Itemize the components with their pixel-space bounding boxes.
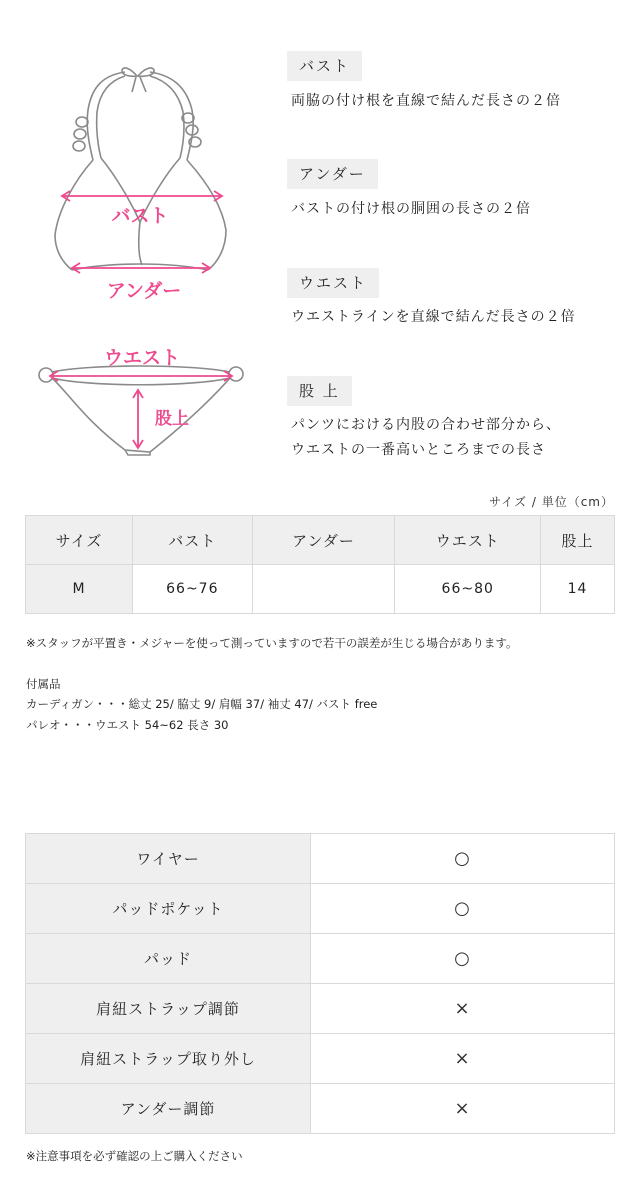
unit-note: サイズ / 単位（cm）: [489, 495, 614, 509]
measure-desc-under: バストの付け根の胴囲の長さの２倍: [291, 201, 531, 217]
feature-mark: ○: [311, 934, 615, 984]
bust-label: バスト: [111, 205, 169, 227]
feature-name: ワイヤー: [26, 834, 311, 884]
table-row: [26, 565, 615, 614]
size-cell: 66~76: [133, 565, 252, 614]
size-header-cell: バスト: [133, 516, 252, 565]
feature-mark: ×: [311, 1034, 615, 1084]
accessory-line-pareo: パレオ・・・ウエスト 54~62 長さ 30: [26, 718, 229, 732]
footer-note: ※注意事項を必ず確認の上ご購入ください: [26, 1149, 243, 1163]
size-cell: 14: [541, 565, 615, 614]
size-header-cell: アンダー: [252, 516, 395, 565]
feature-name: アンダー調節: [26, 1084, 311, 1134]
size-cell: M: [26, 565, 133, 614]
size-cell: 66~80: [395, 565, 541, 614]
feature-name: パッドポケット: [26, 884, 311, 934]
size-table: [25, 515, 615, 614]
measure-desc-waist: ウエストラインを直線で結んだ長さの２倍: [291, 309, 576, 325]
rise-label: 股上: [155, 409, 189, 429]
measure-tag-waist: ウエスト: [287, 268, 379, 298]
size-header-cell: ウエスト: [395, 516, 541, 565]
size-header-cell: 股上: [541, 516, 615, 565]
waist-label: ウエスト: [103, 347, 181, 369]
feature-name: パッド: [26, 934, 311, 984]
table-row: [26, 1084, 615, 1134]
measure-desc-bust: 両脇の付け根を直線で結んだ長さの２倍: [291, 93, 561, 109]
under-label: アンダー: [106, 280, 182, 302]
feature-mark: ○: [311, 884, 615, 934]
size-cell: [252, 565, 395, 614]
measure-desc-rise-1: パンツにおける内股の合わせ部分から、: [291, 417, 561, 433]
measure-tag-rise: 股 上: [287, 376, 352, 406]
accessories-heading: 付属品: [26, 677, 61, 691]
table-row: [26, 834, 615, 884]
size-table-header: [26, 516, 615, 565]
table-row: [26, 1034, 615, 1084]
disclaimer: ※スタッフが平置き・メジャーを使って測っていますので若干の誤差が生じる場合があります。: [26, 636, 518, 650]
measure-tag-bust: バスト: [287, 51, 362, 81]
table-row: [26, 934, 615, 984]
measure-arrows: [50, 191, 232, 448]
feature-mark: ×: [311, 984, 615, 1034]
feature-name: 肩紐ストラップ取り外し: [26, 1034, 311, 1084]
table-row: [26, 884, 615, 934]
table-row: [26, 984, 615, 1034]
feature-table: [25, 833, 615, 1134]
measure-tag-under: アンダー: [287, 159, 378, 189]
bikini-top-icon: [55, 68, 226, 270]
bikini-measurement-illustration: [0, 0, 280, 470]
measure-desc-rise-2: ウエストの一番高いところまでの長さ: [291, 442, 546, 458]
feature-name: 肩紐ストラップ調節: [26, 984, 311, 1034]
feature-mark: ○: [311, 834, 615, 884]
accessory-line-cardigan: カーディガン・・・総丈 25/ 脇丈 9/ 肩幅 37/ 袖丈 47/ バスト free: [26, 697, 378, 711]
size-header-cell: サイズ: [26, 516, 133, 565]
feature-mark: ×: [311, 1084, 615, 1134]
